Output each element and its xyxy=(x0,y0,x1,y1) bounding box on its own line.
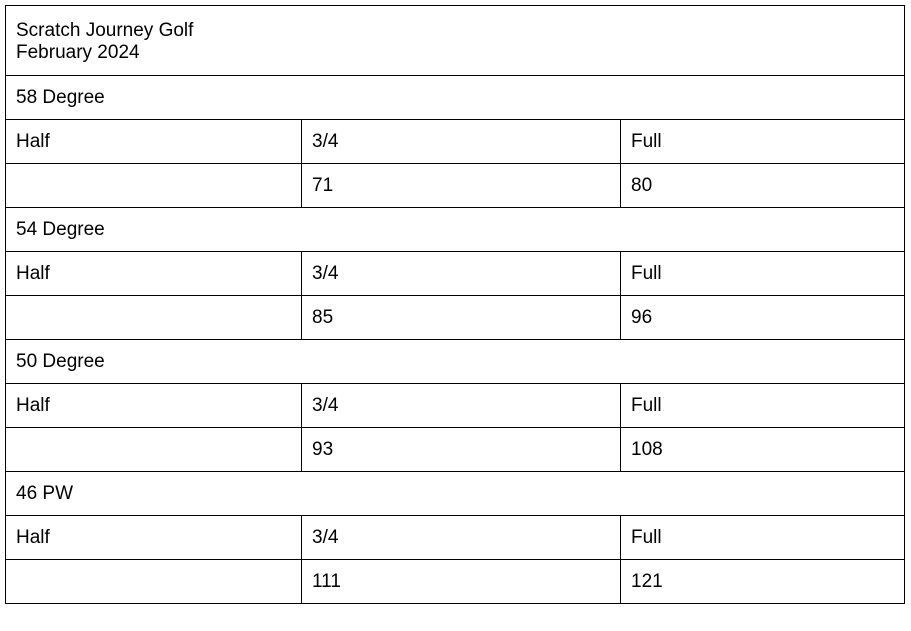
distance-row xyxy=(6,164,905,208)
swing-header-row xyxy=(6,120,905,164)
club-row xyxy=(6,208,905,252)
swing-header-half: Half xyxy=(6,516,302,560)
swing-header-half: Half xyxy=(6,252,302,296)
distance-three-quarter: 111 xyxy=(302,560,621,604)
swing-header-three-quarter: 3/4 xyxy=(302,120,621,164)
distance-full: 80 xyxy=(621,164,905,208)
swing-header-row xyxy=(6,252,905,296)
swing-header-full: Full xyxy=(621,120,905,164)
club-row xyxy=(6,340,905,384)
swing-header-three-quarter: 3/4 xyxy=(302,384,621,428)
distance-row xyxy=(6,560,905,604)
distance-half xyxy=(6,296,302,340)
distance-full: 121 xyxy=(621,560,905,604)
club-name: 46 PW xyxy=(6,472,905,516)
swing-header-full: Full xyxy=(621,516,905,560)
swing-header-row xyxy=(6,384,905,428)
yardage-table xyxy=(5,5,905,604)
distance-three-quarter: 85 xyxy=(302,296,621,340)
swing-header-full: Full xyxy=(621,384,905,428)
distance-full: 96 xyxy=(621,296,905,340)
document-title: Scratch Journey Golf xyxy=(16,19,194,41)
swing-header-half: Half xyxy=(6,120,302,164)
swing-header-row xyxy=(6,516,905,560)
document-subtitle: February 2024 xyxy=(16,41,140,63)
club-row xyxy=(6,472,905,516)
distance-three-quarter: 93 xyxy=(302,428,621,472)
distance-full: 108 xyxy=(621,428,905,472)
distance-half xyxy=(6,164,302,208)
distance-half xyxy=(6,560,302,604)
club-name: 50 Degree xyxy=(6,340,905,384)
club-row xyxy=(6,76,905,120)
distance-row xyxy=(6,428,905,472)
swing-header-full: Full xyxy=(621,252,905,296)
swing-header-three-quarter: 3/4 xyxy=(302,516,621,560)
club-name: 58 Degree xyxy=(6,76,905,120)
yardage-document xyxy=(5,5,904,604)
swing-header-three-quarter: 3/4 xyxy=(302,252,621,296)
distance-half xyxy=(6,428,302,472)
document-header-cell xyxy=(6,6,905,76)
swing-header-half: Half xyxy=(6,384,302,428)
distance-row xyxy=(6,296,905,340)
distance-three-quarter: 71 xyxy=(302,164,621,208)
document-header-row xyxy=(6,6,905,76)
club-name: 54 Degree xyxy=(6,208,905,252)
